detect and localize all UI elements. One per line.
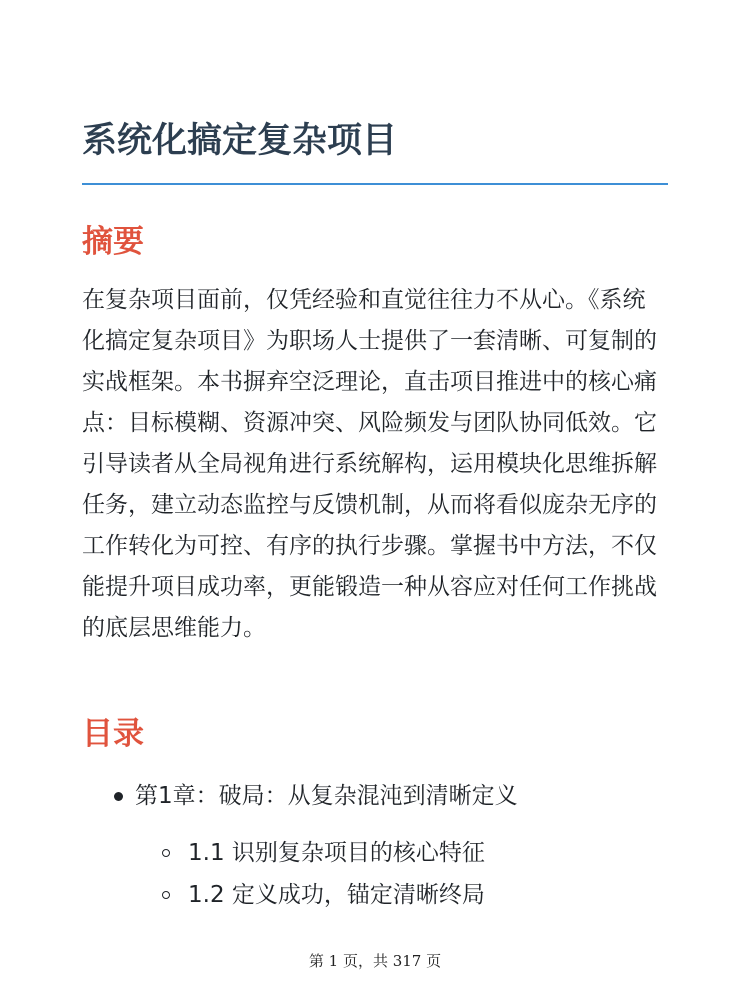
toc-chapter-label: 第1章：破局：从复杂混沌到清晰定义 (135, 783, 518, 809)
title-divider (82, 183, 668, 185)
page-footer (0, 951, 750, 971)
toc-section-label: 1.2 定义成功，锚定清晰终局 (188, 882, 485, 908)
toc-heading: 目录 (82, 716, 144, 752)
footer-total-pages: 317 (392, 952, 422, 970)
bullet-disc-icon (114, 792, 123, 801)
toc-section-label: 1.1 识别复杂项目的核心特征 (188, 840, 485, 866)
footer-middle: 页，共 (338, 952, 393, 970)
footer-suffix: 页 (421, 952, 442, 970)
bullet-circle-icon (162, 891, 170, 899)
abstract-paragraph: 在复杂项目面前，仅凭经验和直觉往往力不从心。《系统化搞定复杂项目》为职场人士提供了一套清晰、可复制的实战框架。本书摒弃空泛理论，直击项目推进中的核心痛点：目标模糊、资源冲突、风险频发与团队协同低效。它引导读者从全局视角进行系统解构，运用模块化思维拆解任务，建立动态监控与反馈机制，从而将看似庞杂无序的工作转化为可控、有序的执行步骤。掌握书中方法，不仅能提升项目成功率，更能锻造一种从容应对任何工作挑战的底层思维能力。 (82, 287, 657, 641)
abstract-heading: 摘要 (82, 224, 144, 260)
document-title: 系统化搞定复杂项目 (82, 121, 398, 161)
footer-page-number: 1 (328, 952, 339, 970)
bullet-circle-icon (162, 849, 170, 857)
footer-prefix: 第 (308, 952, 329, 970)
